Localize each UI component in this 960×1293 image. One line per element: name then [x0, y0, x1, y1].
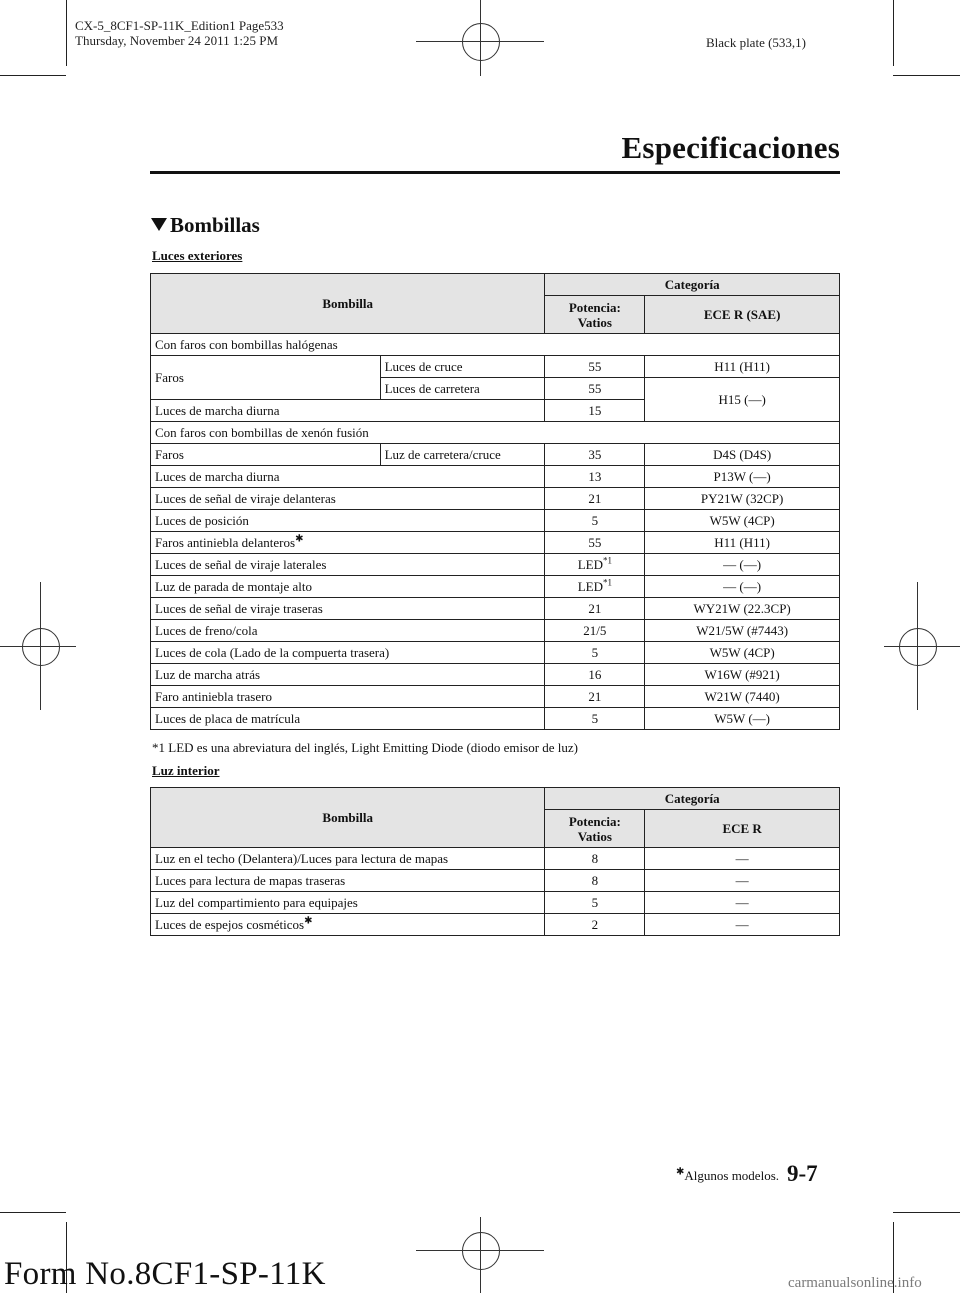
cell-watts: 55 [545, 356, 645, 378]
col-head-bombilla: Bombilla [151, 788, 545, 848]
table-group-row [151, 334, 840, 356]
heading-bombillas [151, 213, 260, 238]
table-row [151, 532, 840, 554]
footer-note [676, 1168, 779, 1184]
cell-watts: 13 [545, 466, 645, 488]
cell-watts: 55 [545, 378, 645, 400]
table-row [151, 708, 840, 730]
watermark: carmanualsonline.info [788, 1275, 922, 1291]
heading-text: Bombillas [170, 213, 260, 237]
bulb-name: Luces de señal de viraje delanteras [151, 488, 545, 510]
triangle-bullet-icon [151, 218, 167, 231]
cell-watts: 5 [545, 892, 645, 914]
cell-watts: 55 [545, 532, 645, 554]
plate-label: Black plate (533,1) [706, 35, 806, 50]
group-xenon: Con faros con bombillas de xenón fusión [151, 422, 840, 444]
bulb-name: Luces de espejos cosméticos✱ [151, 914, 545, 936]
asterisk-icon: ✱ [304, 915, 313, 927]
bulb-name: Luces de señal de viraje laterales [151, 554, 545, 576]
col-head-categoria: Categoría [545, 274, 840, 296]
bulb-name: Luces de placa de matrícula [151, 708, 545, 730]
cell-ece: ― [645, 892, 840, 914]
bulb-name: Faro antiniebla trasero [151, 686, 545, 708]
crop-mark [893, 0, 894, 66]
print-header [75, 18, 284, 48]
footnote-led: *1 LED es una abreviatura del inglés, Light Emitting Diode (diodo emisor de luz) [152, 740, 579, 755]
exterior-bulb-table [150, 273, 840, 730]
table-row [151, 444, 840, 466]
cell-ece: H11 (H11) [645, 532, 840, 554]
interior-bulb-table [150, 787, 840, 936]
row-diurna: Luces de marcha diurna [151, 400, 545, 422]
cell-watts: 5 [545, 708, 645, 730]
col-head-categoria: Categoría [545, 788, 840, 810]
row-carretera-cruce: Luz de carretera/cruce [380, 444, 545, 466]
bulb-name: Luces de cola (Lado de la compuerta trasera) [151, 642, 545, 664]
footer-note-text: Algunos modelos. [684, 1168, 780, 1183]
cell-ece: WY21W (22.3CP) [645, 598, 840, 620]
asterisk-icon: ✱ [676, 1166, 685, 1178]
print-header-date: Thursday, November 24 2011 1:25 PM [75, 33, 279, 48]
footnote-ref: *1 [602, 577, 612, 588]
cell-watts: 21 [545, 686, 645, 708]
table-header-row [151, 788, 840, 810]
table-row [151, 848, 840, 870]
section-title: Especificaciones [621, 130, 840, 165]
print-header-file: CX-5_8CF1-SP-11K_Edition1 Page533 [75, 18, 284, 33]
table-group-row [151, 422, 840, 444]
table-row [151, 686, 840, 708]
bulb-name: Luz en el techo (Delantera)/Luces para lectura de mapas [151, 848, 545, 870]
cell-ece: PY21W (32CP) [645, 488, 840, 510]
table-header-row [151, 274, 840, 296]
cell-watts: 8 [545, 848, 645, 870]
cell-ece: W5W (―) [645, 708, 840, 730]
col-head-potencia: Potencia: Vatios [545, 810, 645, 848]
table-row [151, 554, 840, 576]
cell-ece: W21/5W (#7443) [645, 620, 840, 642]
cell-ece: W21W (7440) [645, 686, 840, 708]
crop-mark [66, 0, 67, 66]
table-row [151, 598, 840, 620]
table-row [151, 620, 840, 642]
page-number: 9-7 [787, 1161, 818, 1186]
table-row [151, 642, 840, 664]
cell-ece: ― [645, 914, 840, 936]
col-head-ece: ECE R (SAE) [645, 296, 840, 334]
cell-ece: ― (―) [645, 576, 840, 598]
form-number: Form No.8CF1-SP-11K [4, 1256, 326, 1292]
table-row [151, 466, 840, 488]
cell-watts: 5 [545, 642, 645, 664]
crop-mark [893, 1212, 960, 1213]
row-carretera: Luces de carretera [380, 378, 545, 400]
table-row [151, 914, 840, 936]
cell-watts: LED$^{*1}$ [545, 554, 645, 576]
cell-watts: 35 [545, 444, 645, 466]
row-faros-xenon: Faros [151, 444, 381, 466]
cell-ece: W5W (4CP) [645, 642, 840, 664]
col-head-potencia: Potencia: Vatios [545, 296, 645, 334]
col-head-ece: ECE R [645, 810, 840, 848]
bulb-name: Luces de marcha diurna [151, 466, 545, 488]
cell-watts: 21 [545, 488, 645, 510]
crop-mark [893, 75, 960, 76]
cell-watts: LED$^{*1}$ [545, 576, 645, 598]
row-faros: Faros [151, 356, 381, 400]
table-row [151, 870, 840, 892]
cell-ece: W16W (#921) [645, 664, 840, 686]
table-row [151, 356, 840, 378]
bulb-name: Luces de freno/cola [151, 620, 545, 642]
table-row [151, 664, 840, 686]
bulb-name: Luz de parada de montaje alto [151, 576, 545, 598]
cell-watts: 21/5 [545, 620, 645, 642]
cell-ece: P13W (―) [645, 466, 840, 488]
bulb-name: Luces de señal de viraje traseras [151, 598, 545, 620]
crop-mark [0, 75, 66, 76]
table-row [151, 892, 840, 914]
cell-watts: 5 [545, 510, 645, 532]
col-head-bombilla: Bombilla [151, 274, 545, 334]
table-row [151, 510, 840, 532]
cell-ece: H15 (―) [645, 378, 840, 422]
crop-mark [0, 1212, 66, 1213]
footnote-ref: *1 [602, 555, 612, 566]
cell-ece: ― [645, 848, 840, 870]
bulb-name: Luces para lectura de mapas traseras [151, 870, 545, 892]
cell-watts: 16 [545, 664, 645, 686]
bulb-name: Luz de marcha atrás [151, 664, 545, 686]
exterior-label: Luces exteriores [152, 248, 243, 263]
bulb-name: Luces de posición [151, 510, 545, 532]
row-cruce: Luces de cruce [380, 356, 545, 378]
bulb-name: Faros antiniebla delanteros✱ [151, 532, 545, 554]
section-rule [150, 171, 840, 174]
bulb-name: Luz del compartimiento para equipajes [151, 892, 545, 914]
cell-watts: 8 [545, 870, 645, 892]
cell-ece: D4S (D4S) [645, 444, 840, 466]
asterisk-icon: ✱ [295, 533, 304, 545]
cell-ece: ― [645, 870, 840, 892]
cell-ece: H11 (H11) [645, 356, 840, 378]
interior-label: Luz interior [152, 763, 220, 778]
cell-watts: 21 [545, 598, 645, 620]
table-row [151, 488, 840, 510]
cell-ece: ― (―) [645, 554, 840, 576]
cell-watts: 2 [545, 914, 645, 936]
cell-ece: W5W (4CP) [645, 510, 840, 532]
group-halogen: Con faros con bombillas halógenas [151, 334, 840, 356]
cell-watts: 15 [545, 400, 645, 422]
table-row [151, 576, 840, 598]
